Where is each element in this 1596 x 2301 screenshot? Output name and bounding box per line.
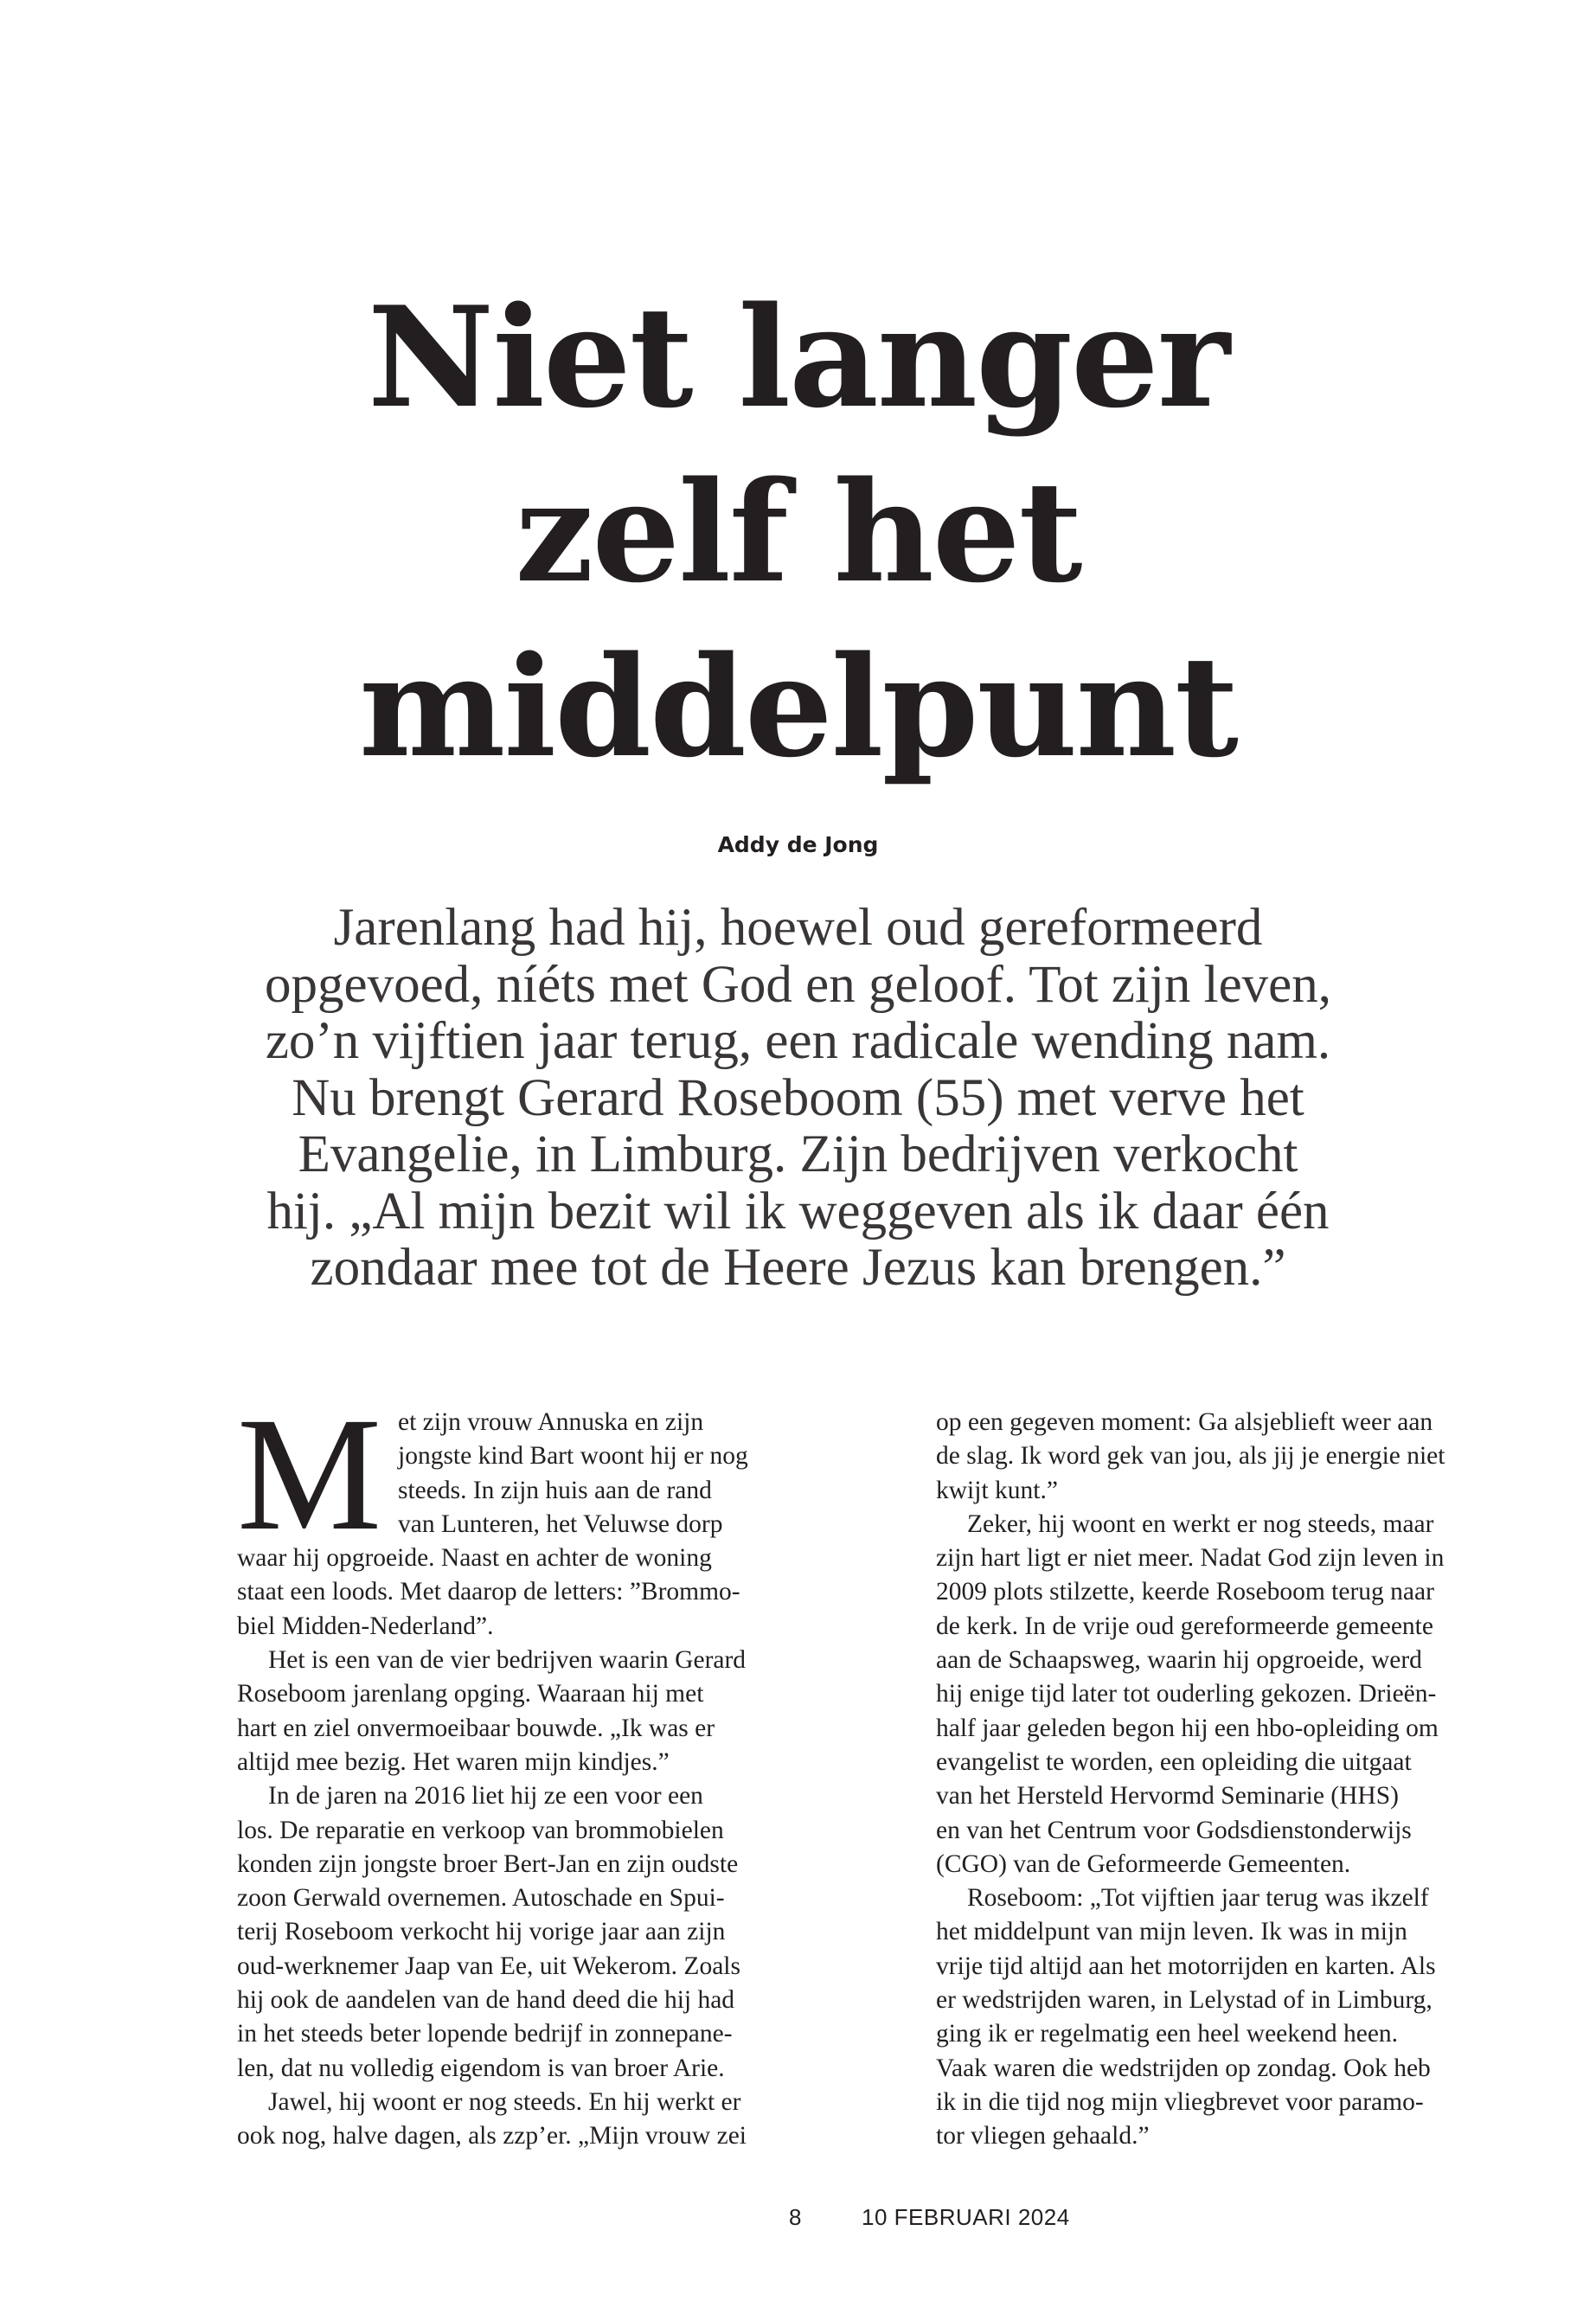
lead-line: Evangelie, in Limburg. Zijn bedrijven verkocht [298, 1125, 1298, 1183]
body-line: et zijn vrouw Annuska en zijn [398, 1408, 704, 1436]
page-number: 8 [789, 2204, 802, 2230]
body-line: staat een loods. Met daarop de letters: ”Brommo- [237, 1578, 740, 1606]
body-line: 2009 plots stilzette, keerde Roseboom terug naar [936, 1578, 1434, 1606]
lead-line: Jarenlang had hij, hoewel oud gereformeerd [333, 899, 1263, 957]
body-line: los. De reparatie en verkoop van brommobielen [237, 1816, 724, 1844]
body-line: op een gegeven moment: Ga alsjeblieft weer aan [936, 1408, 1433, 1436]
body-line: oud-werknemer Jaap van Ee, uit Wekerom. Zoals [237, 1952, 740, 1980]
lead-line: Nu brengt Gerard Roseboom (55) met verve het [292, 1068, 1304, 1127]
lead-line: zondaar mee tot de Heere Jezus kan brengen.” [310, 1239, 1286, 1297]
body-line: van Lunteren, het Veluwse dorp [398, 1509, 723, 1538]
lead-line: hij. „Al mijn bezit wil ik weggeven als ik daar één [266, 1182, 1330, 1240]
lead-line: zo’n vijftien jaar terug, een radicale wending nam. [265, 1012, 1331, 1070]
headline-line: middelpunt [359, 625, 1237, 788]
lead-line: opgevoed, níéts met God en geloof. Tot zijn leven, [265, 955, 1331, 1014]
issue-date: 10 FEBRUARI 2024 [862, 2204, 1070, 2230]
body-line: aan de Schaapsweg, waarin hij opgroeide, werd [936, 1646, 1422, 1675]
body-line: steeds. In zijn huis aan de rand [398, 1476, 712, 1504]
article-lead [216, 900, 1380, 1297]
body-line: hart en ziel onvermoeibaar bouwde. „Ik was er [237, 1714, 715, 1742]
body-line: kwijt kunt.” [936, 1476, 1058, 1504]
body-line: vrije tijd altijd aan het motorrijden en karten. Als [936, 1952, 1436, 1980]
headline-line: Niet langer [367, 276, 1229, 439]
body-line: de slag. Ik word gek van jou, als jij je energie niet [936, 1442, 1445, 1471]
body-line: half jaar geleden begon hij een hbo-opleiding om [936, 1714, 1439, 1742]
body-column-left [237, 1383, 778, 2154]
body-line: tor vliegen gehaald.” [936, 2122, 1150, 2150]
body-line: altijd mee bezig. Het waren mijn kindjes.” [237, 1747, 670, 1776]
author-byline: Addy de Jong [717, 832, 879, 857]
body-line: hij ook de aandelen van de hand deed die hij had [237, 1986, 735, 2015]
body-line: zijn hart ligt er niet meer. Nadat God zijn leven in [936, 1544, 1445, 1573]
body-line: terij Roseboom verkocht hij vorige jaar aan zijn [237, 1918, 726, 1946]
body-column-right [936, 1406, 1477, 2154]
body-line: jongste kind Bart woont hij er nog [398, 1442, 748, 1471]
body-line: len, dat nu volledig eigendom is van broer Arie. [237, 2054, 725, 2082]
body-line: er wedstrijden waren, in Lelystad of in Limburg, [936, 1986, 1433, 2015]
drop-cap: M [237, 1383, 382, 1564]
body-line: Vaak waren die wedstrijden op zondag. Ook heb [936, 2054, 1431, 2082]
headline-line: zelf het [515, 451, 1081, 613]
body-line: de kerk. In de vrije oud gereformeerde gemeente [936, 1612, 1433, 1640]
body-line: Jawel, hij woont er nog steeds. En hij werkt er [268, 2087, 741, 2116]
body-line: van het Hersteld Hervormd Seminarie (HHS) [936, 1782, 1399, 1811]
body-line: (CGO) van de Geformeerde Gemeenten. [936, 1849, 1351, 1878]
body-line: hij enige tijd later tot ouderling gekozen. Drieën- [936, 1680, 1437, 1708]
body-line: biel Midden-Nederland”. [237, 1612, 494, 1640]
body-line: Roseboom: „Tot vijftien jaar terug was ikzelf [967, 1884, 1429, 1913]
article-headline [225, 270, 1371, 794]
body-line: Zeker, hij woont en werkt er nog steeds, maar [967, 1509, 1434, 1538]
body-line: konden zijn jongste broer Bert-Jan en zijn oudste [237, 1849, 739, 1878]
body-line: ging ik er regelmatig een heel weekend heen. [936, 2020, 1399, 2048]
body-line: in het steeds beter lopende bedrijf in zonnepane- [237, 2020, 733, 2048]
body-line: evangelist te worden, een opleiding die uitgaat [936, 1747, 1412, 1776]
body-line: waar hij opgroeide. Naast en achter de woning [237, 1544, 712, 1573]
body-line: ik in die tijd nog mijn vliegbrevet voor paramo- [936, 2087, 1424, 2116]
body-line: ook nog, halve dagen, als zzp’er. „Mijn vrouw zei [237, 2122, 747, 2150]
body-line: het middelpunt van mijn leven. Ik was in mijn [936, 1918, 1407, 1946]
body-line: Roseboom jarenlang opging. Waaraan hij met [237, 1680, 704, 1708]
body-line: Het is een van de vier bedrijven waarin Gerard [268, 1646, 747, 1675]
body-line: In de jaren na 2016 liet hij ze een voor een [268, 1782, 703, 1811]
body-line: en van het Centrum voor Godsdienstonderwijs [936, 1816, 1412, 1844]
body-line: zoon Gerwald overnemen. Autoschade en Spui- [237, 1884, 725, 1913]
